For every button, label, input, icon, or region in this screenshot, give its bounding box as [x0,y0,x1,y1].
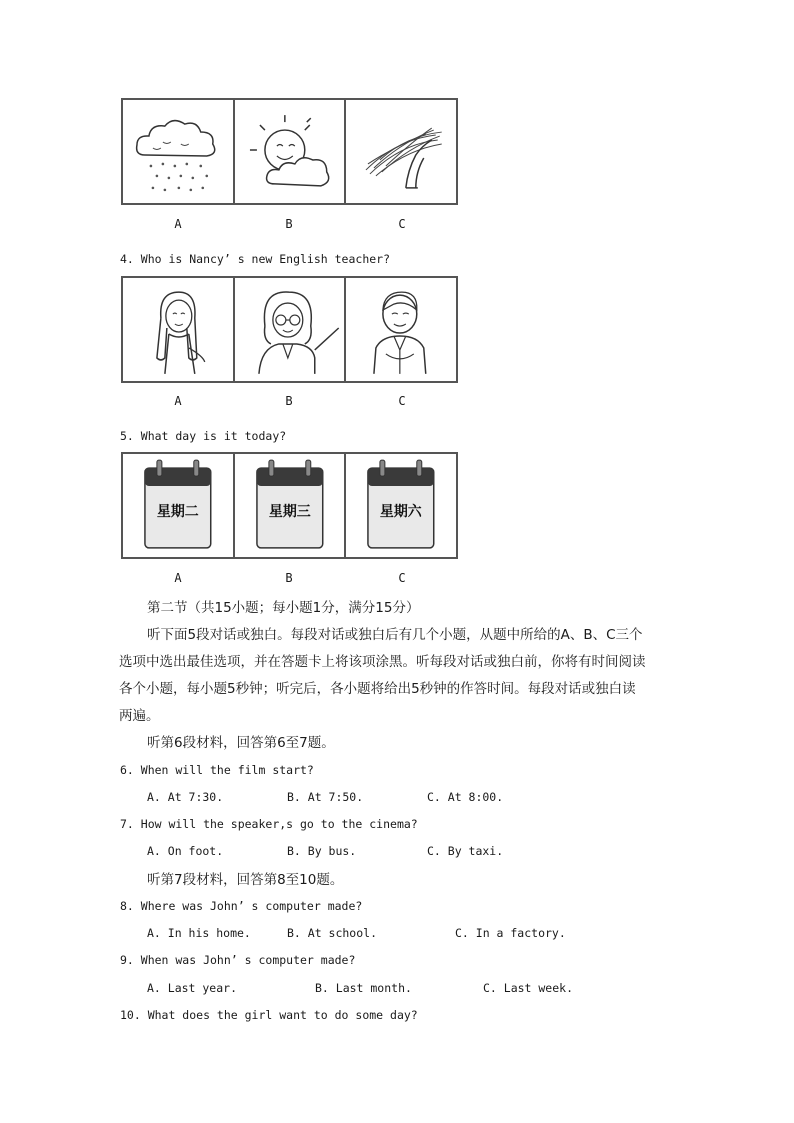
q3-option-c-picture [346,100,456,203]
q9-option-b: B. Last month. [315,981,412,995]
q4-option-b-picture [235,278,347,381]
q8-option-a: A. In his home. [147,926,251,940]
section2-heading: 第二节（共15小题；每小题1分，满分15分） [147,600,420,616]
q4-option-c-picture [346,278,456,381]
q9-option-c: C. Last week. [483,981,574,995]
q7-option-a: A. On foot. [147,844,224,858]
q6-option-b: B. At 7:50. [287,790,364,804]
q5-option-b-picture [235,454,347,557]
calendar-icon [123,454,233,557]
q3-picture-row [121,98,458,205]
q6-option-a: A. At 7:30. [147,790,224,804]
material-6-heading: 听第6段材料，回答第6至7题。 [147,735,335,751]
calendar-icon [346,454,456,557]
material-7-heading: 听第7段材料，回答第8至10题。 [147,872,344,888]
q5-label-a: A [174,571,182,585]
section2-instruction-line-3: 各个小题，每小题5秒钟；听完后，各小题将给出5秒钟的作答时间。每段对话或独白读 [119,681,636,697]
q4-option-a-picture [123,278,235,381]
q5-label-b: B [285,571,293,585]
q8-option-c: C. In a factory. [455,926,566,940]
q3-label-c: C [398,217,406,231]
calendar-day-text: 星期六 [380,503,423,520]
question-8: 8. Where was John’ s computer made? [120,899,363,913]
q5-option-c-picture [346,454,456,557]
q4-label-a: A [174,394,182,408]
windy-tree-icon [346,100,456,203]
q4-picture-row [121,276,458,383]
q5-question: 5. What day is it today? [120,429,287,443]
calendar-day-text: 星期三 [268,503,311,520]
q4-question: 4. Who is Nancy’ s new English teacher? [120,252,391,266]
section2-instruction-line-4: 两遍。 [119,708,160,724]
question-6: 6. When will the film start? [120,763,314,777]
question-7: 7. How will the speaker,s go to the cinema? [120,817,418,831]
teacher-icon [235,278,345,381]
sun-cloud-icon [235,100,345,203]
q8-option-b: B. At school. [287,926,378,940]
section2-instruction-line-2: 选项中选出最佳选项，并在答题卡上将该项涂黑。听每段对话或独白前，你将有时间阅读 [119,654,646,670]
q5-label-c: C [398,571,406,585]
q9-option-a: A. Last year. [147,981,238,995]
q3-label-a: A [174,217,182,231]
section2-instruction-line-1: 听下面5段对话或独白。每段对话或独白后有几个小题，从题中所给的A、B、C三个 [147,627,643,643]
q6-option-c: C. At 8:00. [427,790,504,804]
q7-option-c: C. By taxi. [427,844,504,858]
question-10: 10. What does the girl want to do some day? [120,1008,418,1022]
calendar-icon [235,454,345,557]
q5-option-a-picture [123,454,235,557]
question-9: 9. When was John’ s computer made? [120,953,356,967]
q4-label-b: B [285,394,293,408]
q5-picture-row [121,452,458,559]
q3-option-a-picture [123,100,235,203]
rain-cloud-icon [123,100,233,203]
q7-option-b: B. By bus. [287,844,357,858]
calendar-day-text: 星期二 [156,503,199,520]
q4-label-c: C [398,394,406,408]
boy-icon [346,278,456,381]
girl-icon [123,278,233,381]
q3-label-b: B [285,217,293,231]
q3-option-b-picture [235,100,347,203]
